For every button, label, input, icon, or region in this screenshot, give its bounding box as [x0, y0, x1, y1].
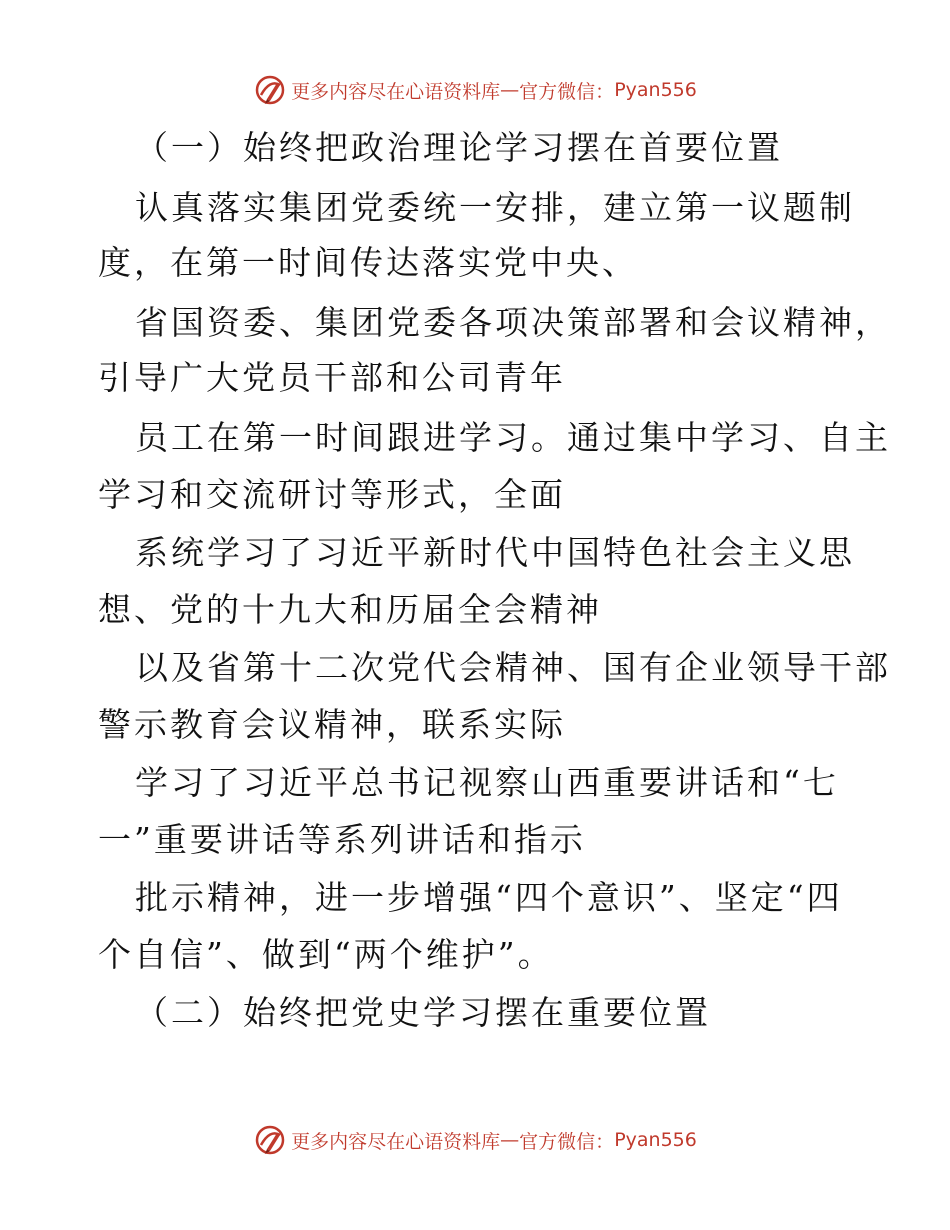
paragraph-line: 认真落实集团党委统一安排，建立第一议题制	[135, 188, 855, 227]
watermark-label: 官方微信：	[519, 1130, 615, 1153]
watermark-text: 更多内容尽在心语资料库	[291, 80, 501, 103]
watermark-dash: —	[500, 1129, 520, 1151]
heading-section-two: （二）始终把党史学习摆在重要位置	[135, 993, 711, 1032]
paragraph-line: 警示教育会议精神，联系实际	[98, 705, 566, 744]
paragraph-line: 系统学习了习近平新时代中国特色社会主义思	[135, 533, 855, 572]
paragraph-line: 一”重要讲话等系列讲话和指示	[98, 820, 586, 859]
watermark-text: 更多内容尽在心语资料库	[291, 1130, 501, 1153]
pen-swirl-logo-icon	[253, 1123, 287, 1157]
paragraph-line: 度，在第一时间传达落实党中央、	[98, 243, 638, 282]
header-watermark	[0, 70, 950, 110]
paragraph-line: 学习和交流研讨等形式，全面	[98, 475, 566, 514]
watermark-id: Pyan556	[614, 1129, 697, 1151]
paragraph-line: 省国资委、集团党委各项决策部署和会议精神，	[135, 303, 891, 342]
watermark-id: Pyan556	[614, 79, 697, 101]
watermark-dash: —	[500, 79, 520, 101]
paragraph-line: 想、党的十九大和历届全会精神	[98, 590, 602, 629]
paragraph-line: 个自信”、做到“两个维护”。	[98, 935, 554, 974]
paragraph-line: 学习了习近平总书记视察山西重要讲话和“七	[135, 763, 839, 802]
pen-swirl-logo-icon	[253, 73, 287, 107]
paragraph-line: 批示精神，进一步增强“四个意识”、坚定“四	[135, 878, 843, 917]
paragraph-line: 员工在第一时间跟进学习。通过集中学习、自主	[135, 418, 891, 457]
paragraph-line: 以及省第十二次党代会精神、国有企业领导干部	[135, 648, 891, 687]
watermark-label: 官方微信：	[519, 80, 615, 103]
footer-watermark	[0, 1120, 950, 1160]
paragraph-line: 引导广大党员干部和公司青年	[98, 358, 566, 397]
heading-section-one: （一）始终把政治理论学习摆在首要位置	[135, 128, 783, 167]
